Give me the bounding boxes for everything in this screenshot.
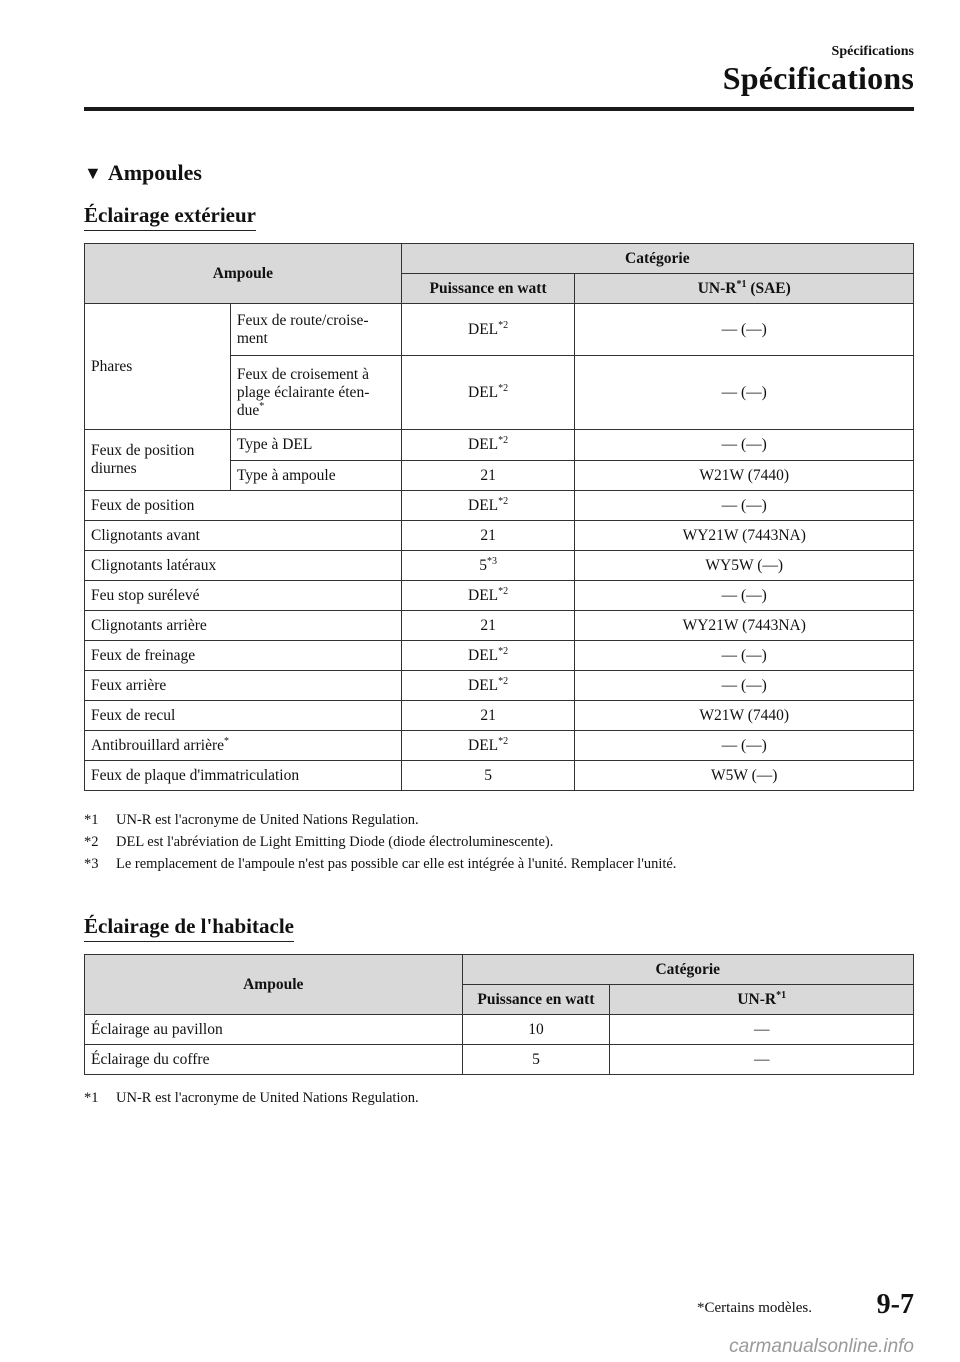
row-watt: DEL$^{*2}$	[401, 731, 575, 761]
row-label: Feux de position diurnes	[85, 430, 231, 491]
row-unr: W21W (7440)	[575, 461, 914, 491]
table-row	[85, 671, 914, 701]
row-watt: DEL$^{*2}$	[401, 430, 575, 461]
row-watt: DEL$^{*2}$	[401, 671, 575, 701]
row-sublabel: Feux de route/croise-ment	[230, 304, 401, 356]
row-watt: 5	[462, 1045, 610, 1075]
col-watt: Puissance en watt	[462, 985, 610, 1015]
row-watt: 21	[401, 461, 575, 491]
table-row	[85, 521, 914, 551]
row-label: Feux arrière	[85, 671, 402, 701]
row-label: Feux de position	[85, 491, 402, 521]
row-unr: — (—)	[575, 356, 914, 430]
table-row	[85, 761, 914, 791]
table-row	[85, 430, 914, 461]
row-label: Feux de freinage	[85, 641, 402, 671]
header-rule	[84, 107, 914, 111]
exterior-title: Éclairage extérieur	[84, 203, 256, 231]
row-watt: 21	[401, 521, 575, 551]
row-watt: DEL$^{*2}$	[401, 356, 575, 430]
row-unr: WY21W (7443NA)	[575, 521, 914, 551]
row-unr: —	[610, 1045, 914, 1075]
interior-table	[84, 954, 914, 1075]
row-unr: W5W (—)	[575, 761, 914, 791]
row-unr: WY5W (—)	[575, 551, 914, 581]
triangle-down-icon: ▼	[84, 162, 102, 183]
row-unr: — (—)	[575, 731, 914, 761]
col-categorie: Catégorie	[462, 955, 913, 985]
row-watt: DEL$^{*2}$	[401, 581, 575, 611]
table-row	[85, 731, 914, 761]
row-label: Phares	[85, 304, 231, 430]
row-watt: 5	[401, 761, 575, 791]
row-unr: WY21W (7443NA)	[575, 611, 914, 641]
row-unr: — (—)	[575, 491, 914, 521]
row-unr: — (—)	[575, 641, 914, 671]
row-unr: — (—)	[575, 430, 914, 461]
row-watt: 10	[462, 1015, 610, 1045]
row-label: Éclairage au pavillon	[85, 1015, 463, 1045]
col-categorie: Catégorie	[401, 244, 913, 274]
row-label: Feu stop surélevé	[85, 581, 402, 611]
row-watt: DEL$^{*2}$	[401, 641, 575, 671]
col-watt: Puissance en watt	[401, 274, 575, 304]
footnote: *1 UN-R est l'acronyme de United Nations Regulation.	[84, 812, 419, 828]
table-row	[85, 611, 914, 641]
watermark: carmanualsonline.info	[729, 1336, 914, 1357]
row-watt: DEL$^{*2}$	[401, 491, 575, 521]
col-unr: $UN-R^{*1}$ (SAE)	[575, 274, 914, 304]
header-section-small: Spécifications	[831, 44, 914, 59]
row-label: Antibrouillard arrière*	[85, 731, 402, 761]
table-row	[85, 491, 914, 521]
table-row	[85, 701, 914, 731]
exterior-table	[84, 243, 914, 791]
row-unr: — (—)	[575, 304, 914, 356]
row-watt: 21	[401, 611, 575, 641]
row-sublabel: Feux de croisement à plage éclairante éten-due*	[230, 356, 401, 430]
col-ampoule: Ampoule	[85, 955, 463, 1015]
page-number: 9-7	[876, 1289, 914, 1320]
footnote: *3 Le remplacement de l'ampoule n'est pas possible car elle est intégrée à l'unité. Remplacer l'unité.	[84, 856, 677, 872]
section-title-text: Ampoules	[107, 160, 202, 185]
row-watt: DEL$^{*2}$	[401, 304, 575, 356]
row-unr: —	[610, 1015, 914, 1045]
footnote: *2 DEL est l'abréviation de Light Emitting Diode (diode électroluminescente).	[84, 834, 554, 850]
row-label: Éclairage du coffre	[85, 1045, 463, 1075]
row-label: Clignotants avant	[85, 521, 402, 551]
col-unr: $UN-R^{*1}$	[610, 985, 914, 1015]
interior-title: Éclairage de l'habitacle	[84, 914, 294, 942]
footnote: *1 UN-R est l'acronyme de United Nations Regulation.	[84, 1090, 419, 1106]
footer-note: *Certains modèles.	[697, 1300, 812, 1316]
section-title	[84, 160, 202, 186]
row-label: Feux de recul	[85, 701, 402, 731]
row-label: Clignotants latéraux	[85, 551, 402, 581]
row-watt: 5$^{*3}$	[401, 551, 575, 581]
row-label: Feux de plaque d'immatriculation	[85, 761, 402, 791]
table-row	[85, 1045, 914, 1075]
row-watt: 21	[401, 701, 575, 731]
row-label: Clignotants arrière	[85, 611, 402, 641]
table-row	[85, 1015, 914, 1045]
header-section-title: Spécifications	[722, 60, 914, 96]
table-row	[85, 304, 914, 356]
row-sublabel: Type à DEL	[230, 430, 401, 461]
table-row	[85, 641, 914, 671]
row-unr: W21W (7440)	[575, 701, 914, 731]
row-unr: — (—)	[575, 581, 914, 611]
table-row	[85, 581, 914, 611]
row-unr: — (—)	[575, 671, 914, 701]
col-ampoule: Ampoule	[85, 244, 402, 304]
row-sublabel: Type à ampoule	[230, 461, 401, 491]
table-row	[85, 551, 914, 581]
